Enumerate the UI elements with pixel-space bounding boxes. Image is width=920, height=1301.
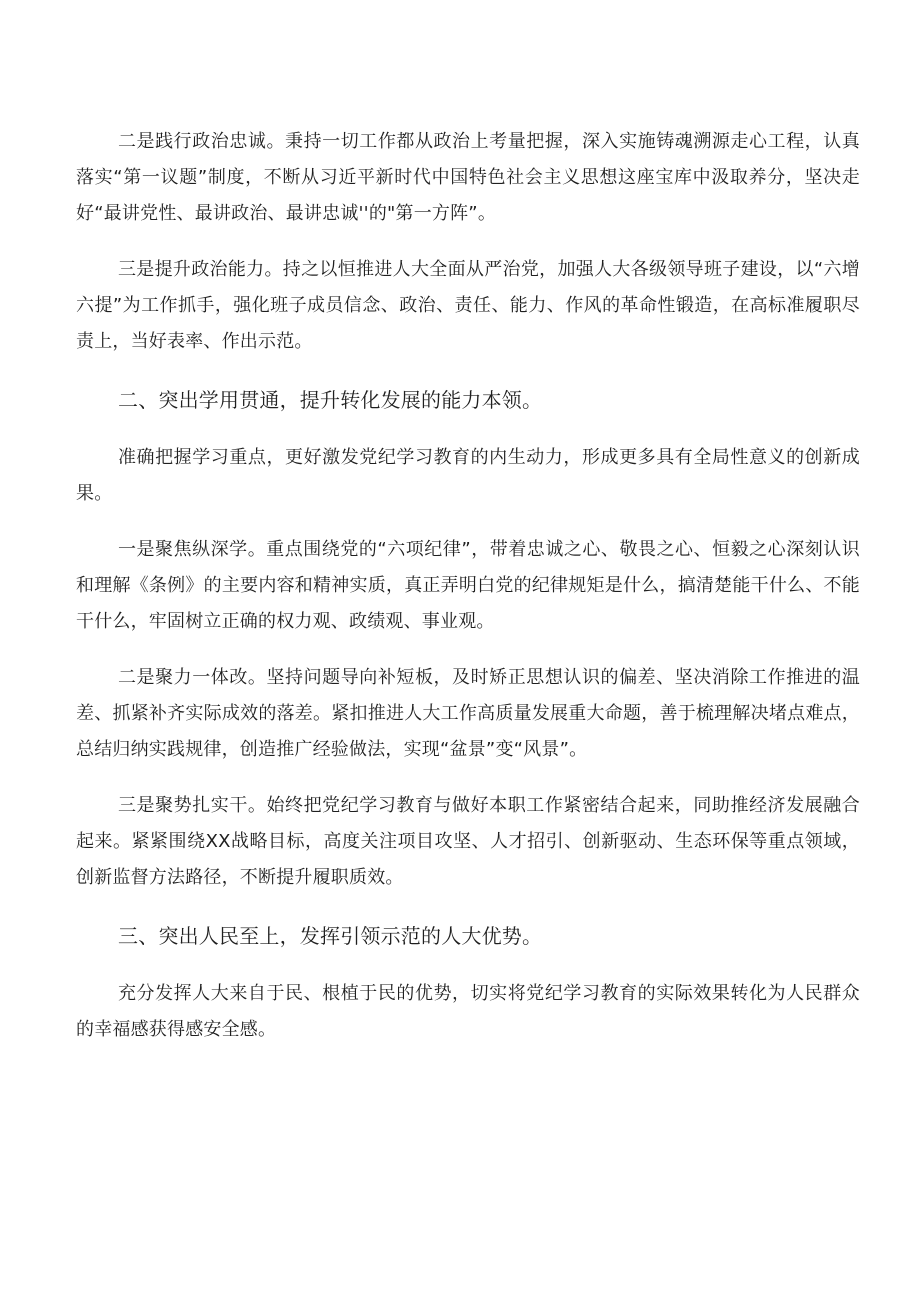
paragraph-political-ability: 三是提升政治能力。持之以恒推进人大全面从严治党，加强人大各级领导班子建设，以“六增六提”为工作抓手，强化班子成员信念、政治、责任、能力、作风的革命性锻造，在高标准履职尽责上，当好表率、作出示范。 (76, 259, 860, 352)
paragraph-deep-study: 一是聚焦纵深学。重点围绕党的“六项纪律”，带着忠诚之心、敬畏之心、恒毅之心深刻认识和理解《条例》的主要内容和精神实质，真正弄明白党的纪律规矩是什么，搞清楚能干什么、不能干什么，牢固树立正确的权力观、政绩观、事业观。 (76, 539, 860, 632)
section-heading-2: 二、突出学用贯通，提升转化发展的能力本领。 (118, 388, 543, 412)
paragraph-integrated-reform: 二是聚力一体改。坚持问题导向补短板，及时矫正思想认识的偏差、坚决消除工作推进的温差、抓紧补齐实际成效的落差。紧扣推进人大工作高质量发展重大命题，善于梳理解决堵点难点，总结归纳实践规律，创造推广经验做法，实现“盆景”变“风景”。 (76, 667, 860, 760)
paragraph-solid-work: 三是聚势扎实干。始终把党纪学习教育与做好本职工作紧密结合起来，同助推经济发展融合起来。紧紧围绕XX战略目标，高度关注项目攻坚、人才招引、创新驱动、生态环保等重点领域，创新监督方法路径，不断提升履职质效。 (76, 795, 860, 888)
paragraph-political-loyalty: 二是践行政治忠诚。秉持一切工作都从政治上考量把握，深入实施铸魂溯源走心工程，认真落实“第一议题”制度，不断从习近平新时代中国特色社会主义思想这座宝库中汲取养分，坚决走好“最讲党性、最讲政治、最讲忠诚''的"第一方阵”。 (76, 131, 860, 224)
paragraph-people-first: 充分发挥人大来自于民、根植于民的优势，切实将党纪学习教育的实际效果转化为人民群众的幸福感获得感安全感。 (76, 983, 860, 1040)
section-heading-3: 三、突出人民至上，发挥引领示范的人大优势。 (118, 924, 543, 948)
paragraph-learning-focus: 准确把握学习重点，更好激发党纪学习教育的内生动力，形成更多具有全局性意义的创新成果。 (76, 447, 860, 504)
